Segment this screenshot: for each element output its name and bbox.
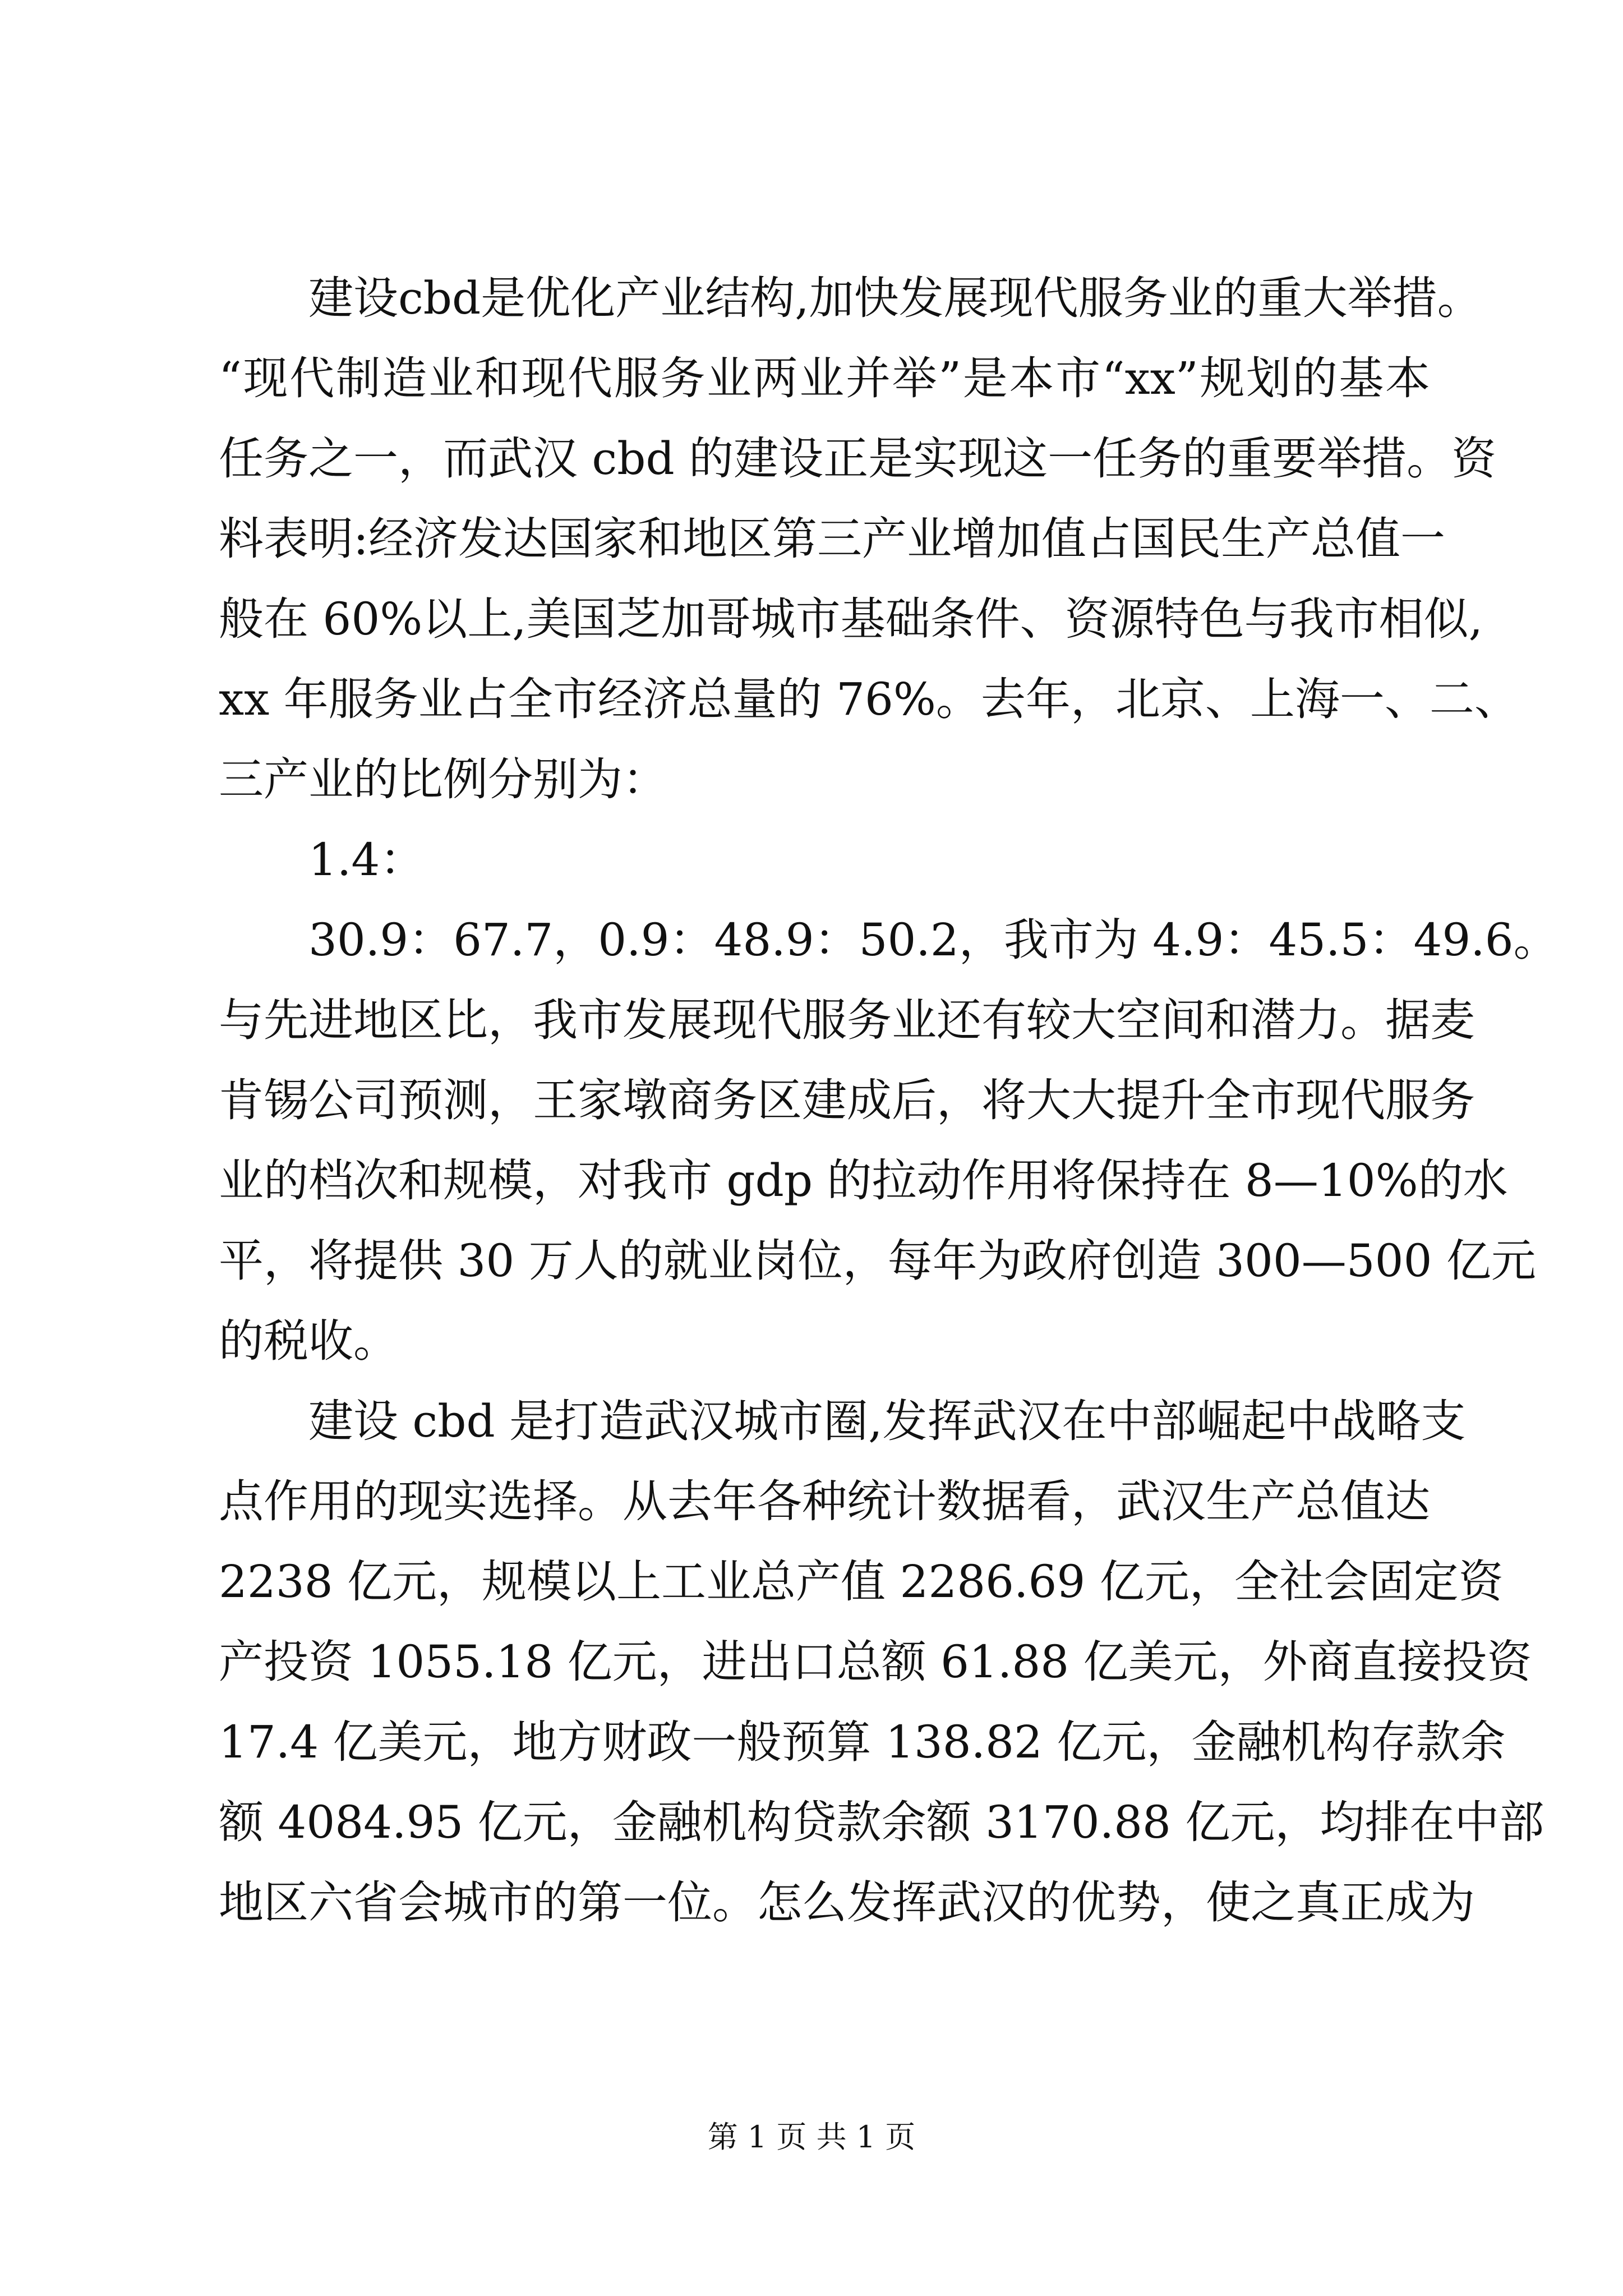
text-line: 30.9：67.7，0.9：48.9：50.2，我市为 4.9：45.5：49.6。 xyxy=(308,914,1559,966)
text-line: 产投资 1055.18 亿元，进出口总额 61.88 亿美元，外商直接投资 xyxy=(219,1636,1532,1688)
text-line: 额 4084.95 亿元，金融机构贷款余额 3170.88 亿元，均排在中部 xyxy=(219,1796,1544,1848)
text-line: 2238 亿元，规模以上工业总产值 2286.69 亿元，全社会固定资 xyxy=(219,1556,1504,1608)
paragraph-4 xyxy=(219,1381,1544,1943)
text-line: 建设 cbd 是打造武汉城市圈,发挥武汉在中部崛起中战略支 xyxy=(308,1395,1466,1447)
text-line: 地区六省会城市的第一位。怎么发挥武汉的优势，使之真正成为 xyxy=(219,1876,1475,1929)
text-line: 与先进地区比，我市发展现代服务业还有较大空间和潜力。据麦 xyxy=(219,994,1475,1046)
text-line: 1.4： xyxy=(308,834,425,886)
text-line: 平，将提供 30 万人的就业岗位，每年为政府创造 300—500 亿元 xyxy=(219,1235,1536,1287)
text-line: 业的档次和规模，对我市 gdp 的拉动作用将保持在 8—10%的水 xyxy=(219,1154,1508,1207)
text-line: 建设cbd是优化产业结构,加快发展现代服务业的重大举措。 xyxy=(308,272,1482,324)
text-line: 的税收。 xyxy=(219,1315,398,1367)
paragraph-2 xyxy=(219,820,1430,900)
page-footer: 第 1 页 共 1 页 xyxy=(707,2119,916,2155)
text-line: 任务之一，而武汉 cbd 的建设正是实现这一任务的重要举措。资 xyxy=(219,432,1497,485)
text-line: 料表明:经济发达国家和地区第三产业增加值占国民生产总值一 xyxy=(219,513,1445,565)
text-line: xx 年服务业占全市经济总量的 76%。去年，北京、上海一、二、 xyxy=(219,673,1519,725)
text-line: 般在 60%以上,美国芝加哥城市基础条件、资源特色与我市相似, xyxy=(219,593,1483,645)
text-line: 17.4 亿美元，地方财政一般预算 138.82 亿元，金融机构存款余 xyxy=(219,1716,1506,1768)
paragraph-1 xyxy=(219,258,1519,820)
text-line: 肯锡公司预测，王家墩商务区建成后，将大大提升全市现代服务 xyxy=(219,1074,1475,1126)
text-line: “现代制造业和现代服务业两业并举”是本市“xx”规划的基本 xyxy=(219,352,1430,404)
paragraph-3 xyxy=(219,900,1559,1381)
text-line: 点作用的现实选择。从去年各种统计数据看，武汉生产总值达 xyxy=(219,1475,1430,1527)
text-line: 三产业的比例分别为： xyxy=(219,753,667,806)
document-body xyxy=(219,258,1559,1943)
